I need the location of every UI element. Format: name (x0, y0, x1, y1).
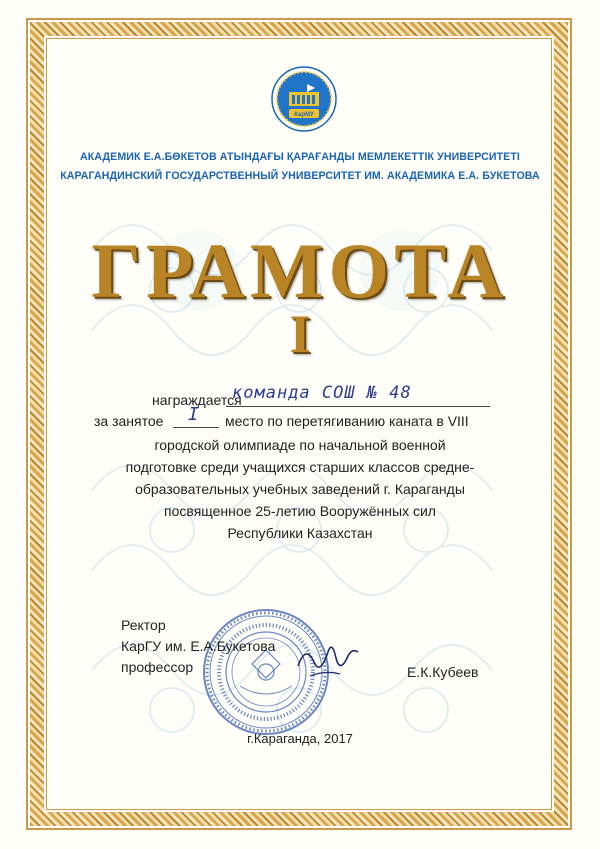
logo-caption: КарМУ (294, 112, 314, 118)
place-handwritten: I (188, 404, 200, 425)
place-underline (173, 427, 219, 428)
award-text-line: посвященное 25-летию Вооружённых сил (164, 503, 436, 519)
awarded-label: награждается (152, 392, 242, 408)
awarded-name-underline (226, 406, 490, 407)
place-label: за занятое (94, 413, 164, 429)
rector-name: Е.К.Кубеев (407, 664, 479, 680)
rector-title: Ректор (121, 617, 166, 633)
award-text-line: подготовке среди учащихся старших классов средне- (125, 459, 475, 475)
award-text-line: Республики Казахстан (227, 525, 373, 541)
certificate-title: ГРАМОТА (91, 227, 509, 314)
university-name-kz: АКАДЕМИК Е.А.БӨКЕТОВ АТЫНДАҒЫ ҚАРАҒАНДЫ МЕМЛЕКЕТТІК УНИВЕРСИТЕТІ (80, 151, 520, 163)
rector-rank: профессор (121, 659, 194, 675)
certificate-degree: I (289, 304, 311, 364)
rector-university: КарГУ им. Е.А.Букетова (121, 638, 276, 654)
place-description: место по перетягиванию каната в VIII (225, 413, 469, 429)
awarded-name-handwritten: команда СОШ № 48 (232, 383, 412, 403)
city-date: г.Караганда, 2017 (247, 731, 353, 746)
award-text-line: городской олимпиаде по начальной военной (154, 437, 446, 453)
university-logo (271, 66, 337, 132)
handwritten-signature (292, 636, 362, 684)
award-text-line: образовательных учебных заведений г. Караганды (135, 481, 465, 497)
university-name-ru: КАРАГАНДИНСКИЙ ГОСУДАРСТВЕННЫЙ УНИВЕРСИТЕТ ИМ. АКАДЕМИКА Е.А. БУКЕТОВА (60, 170, 540, 182)
